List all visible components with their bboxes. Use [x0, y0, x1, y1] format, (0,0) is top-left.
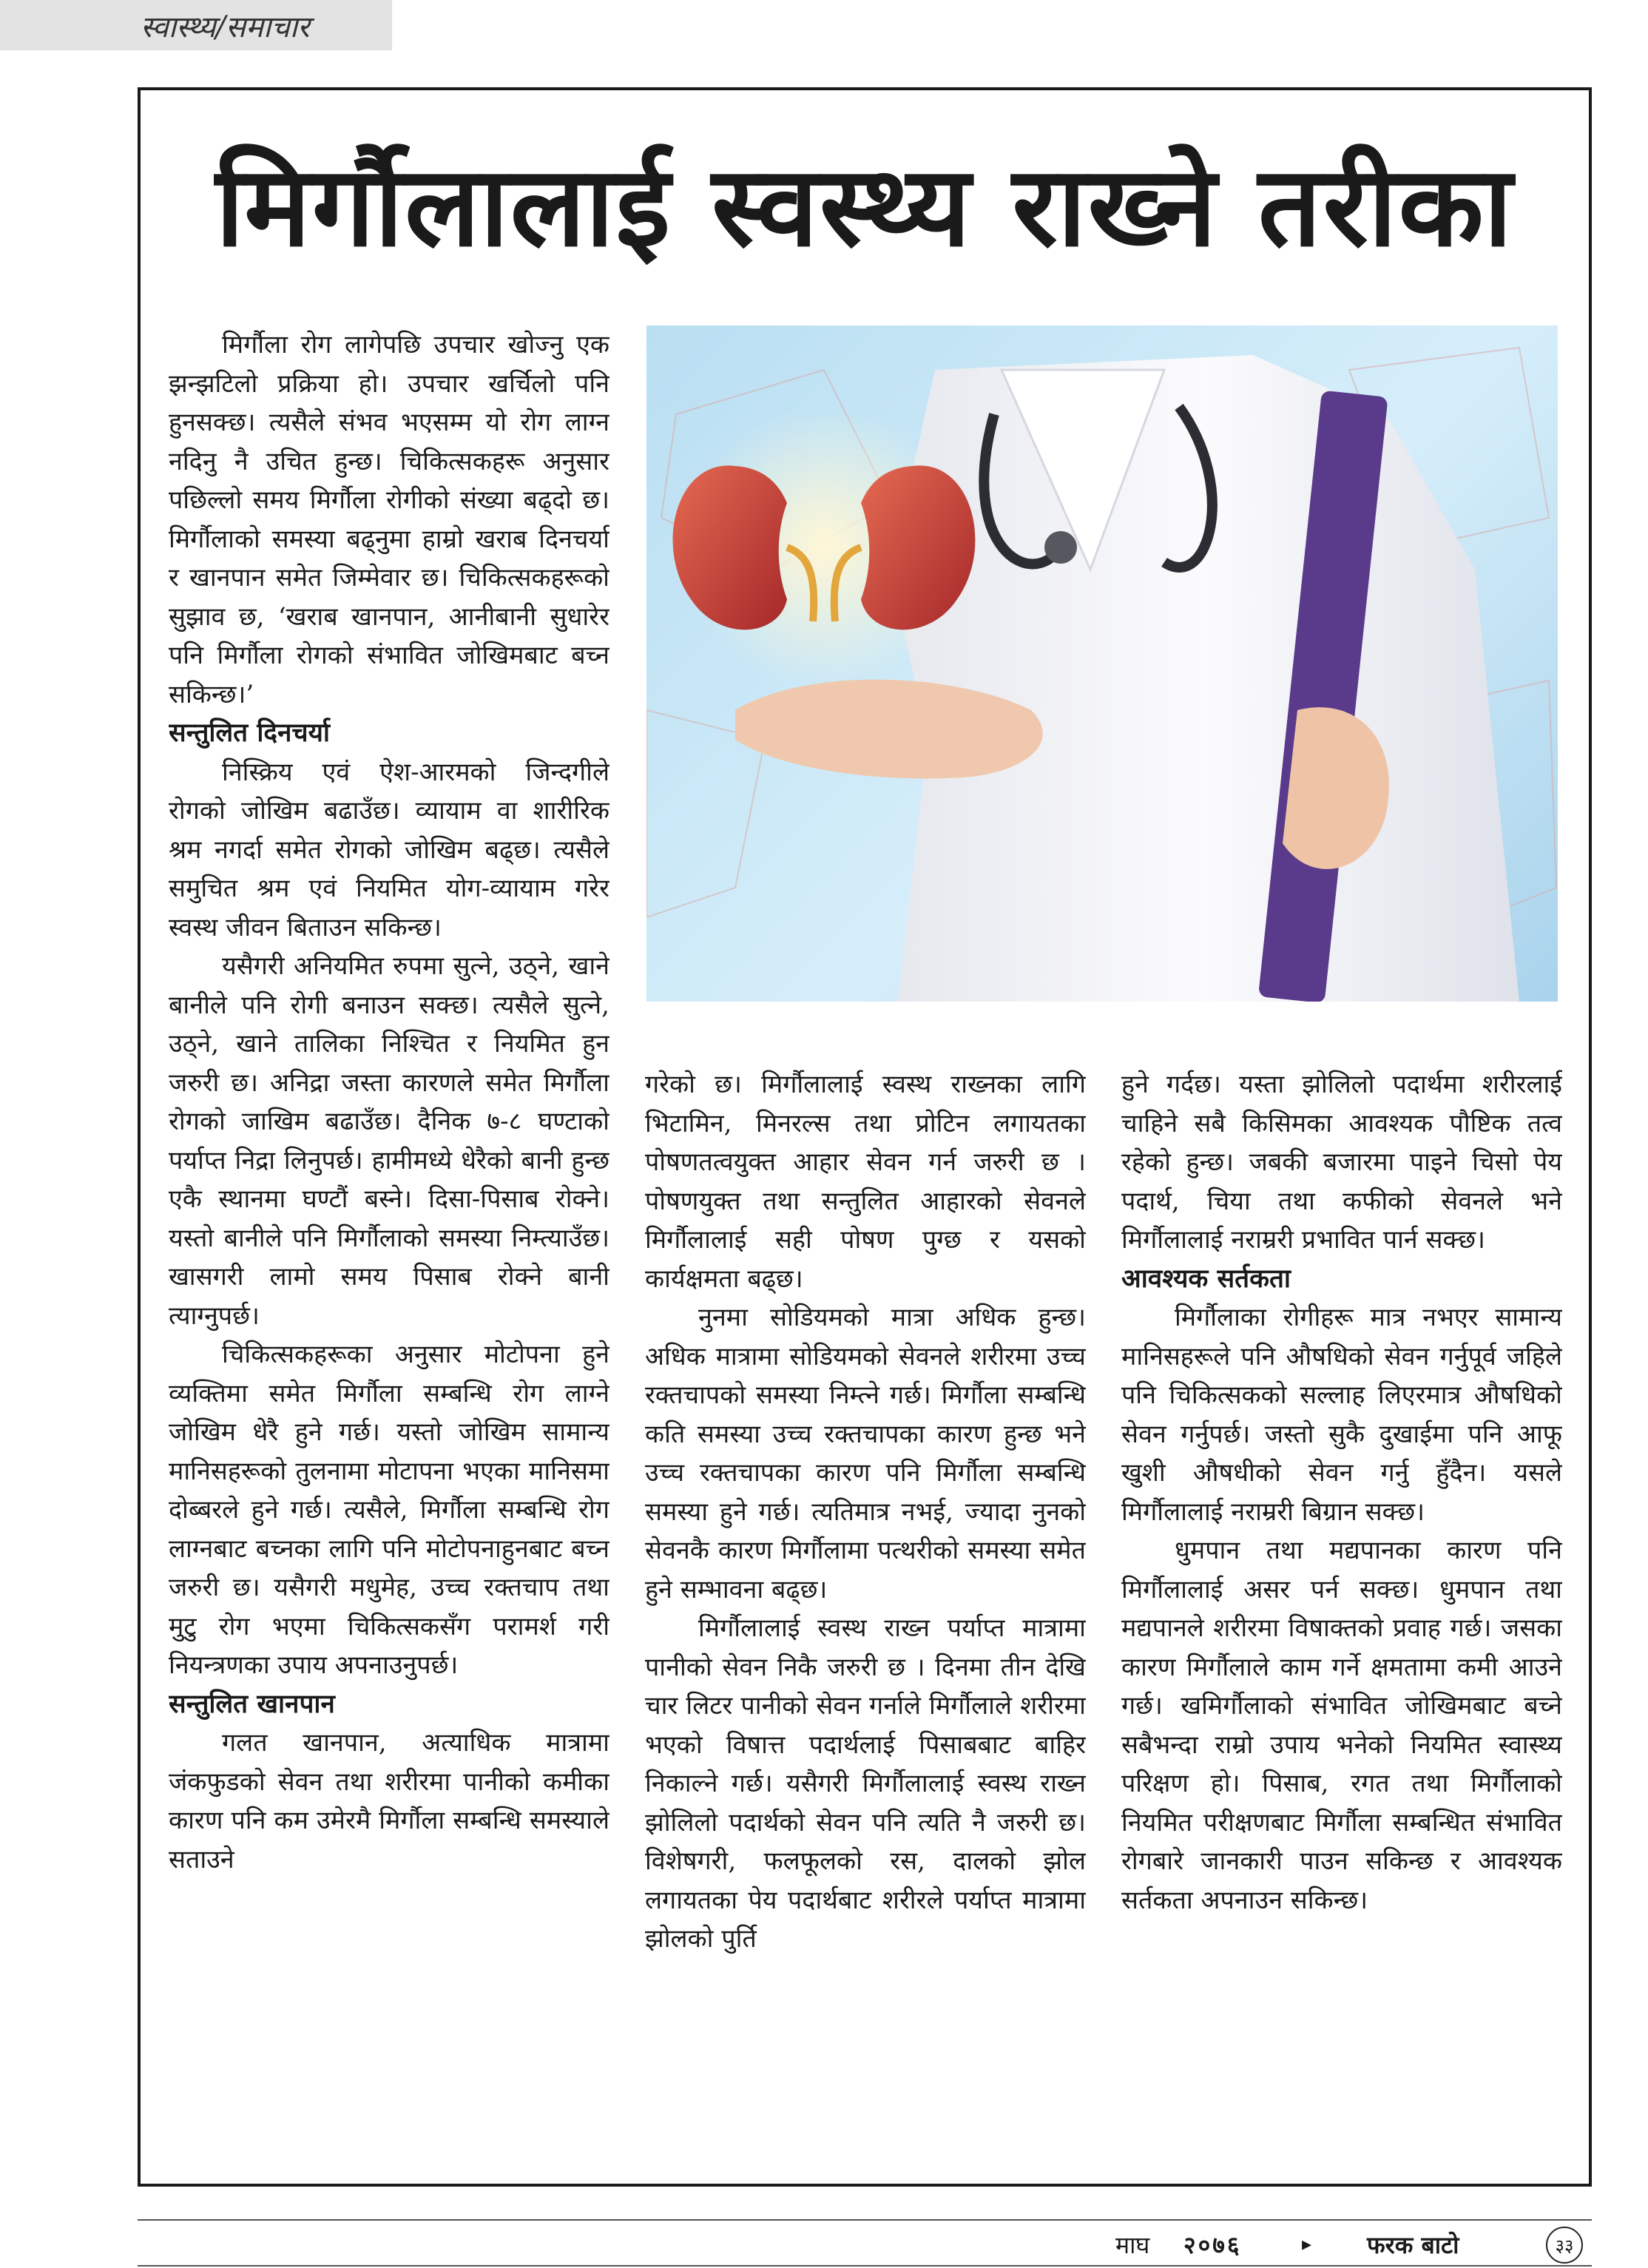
paragraph: गरेको छ। मिर्गौलालाई स्वस्थ राख्नका लागि भिटामिन, मिनरल्स तथा प्रोटिन लगायतका पोषणतत्वयुक्त आहार सेवन गर्न जरुरी छ । पोषणयुक्त तथा सन्तुलित आहारको सेवनले मिर्गौलालाई सही पोषण पुग्छ र यसको कार्यक्षमता बढ्छ।	[645, 1070, 1086, 1294]
arrow-icon: ▸	[1302, 2233, 1312, 2255]
article-column-1	[169, 325, 609, 2138]
article-column-3	[1121, 1065, 1562, 2138]
paragraph: धुमपान तथा मद्यपानका कारण पनि मिर्गौलालाई असर पर्न सक्छ। धुमपान तथा मद्यपानले शरीरमा विषाक्तको प्रवाह गर्छ। जसका कारण मिर्गौलाले काम गर्ने क्षमतामा कमी आउने गर्छ। खमिर्गौलाको संभावित जोखिमबाट बच्ने सबैभन्दा राम्रो उपाय भनेको नियमित स्वास्थ्य परिक्षण हो। पिसाब, रगत तथा मिर्गौलाको नियमित परीक्षणबाट मिर्गौला सम्बन्धित संभावित रोगबारे जानकारी पाउन सकिन्छ र आवश्यक सर्तकता अपनाउन सकिन्छ।	[1121, 1536, 1562, 1915]
subheading: सन्तुलित खानपान	[169, 1689, 335, 1719]
paragraph: मिर्गौलालाई स्वस्थ राख्न पर्याप्त मात्रामा पानीको सेवन निकै जरुरी छ । दिनमा तीन देखि चार लिटर पानीको सेवन गर्नाले मिर्गौलाले शरीरमा भएको विषात्त पदार्थलाई पिसाबबाट बाहिर निकाल्ने गर्छ। यसैगरी मिर्गौलालाई स्वस्थ राख्न झोलिलो पदार्थको सेवन पनि त्यति नै जरुरी छ। विशेषगरी, फलफूलको रस, दालको झोल लगायतका पेय पदार्थबाट शरीरले पर्याप्त मात्रामा झोलको पुर्ति	[645, 1613, 1086, 1954]
paragraph: हुने गर्दछ। यस्ता झोलिलो पदार्थमा शरीरलाई चाहिने सबै किसिमका आवश्यक पौष्टिक तत्व रहेको हुन्छ। जबकी बजारमा पाइने चिसो पेय पदार्थ, चिया तथा कफीको सेवनले भने मिर्गौलालाई नराम्ररी प्रभावित पार्न सक्छ।	[1121, 1070, 1562, 1255]
section-tag: स्वास्थ्य/समाचार	[0, 0, 392, 50]
footer-publication: फरक बाटो	[1367, 2230, 1459, 2259]
article-column-2	[645, 1065, 1086, 2138]
left-kidney-shape	[673, 465, 787, 630]
subheading: सन्तुलित दिनचर्या	[169, 718, 330, 748]
paragraph: चिकित्सकहरूका अनुसार मोटोपना हुने व्यक्तिमा समेत मिर्गौला सम्बन्धि रोग लाग्ने जोखिम धेरै हुने गर्छ। यस्तो जोखिम सामान्य मानिसहरूको तुलनामा मोटापना भएका मानिसमा दोब्बरले हुने गर्छ। त्यसैले, मिर्गौला सम्बन्धि रोग लाग्नबाट बच्नका लागि पनि मोटोपनाहुनबाट बच्न जरुरी छ। यसैगरी मधुमेह, उच्च रक्तचाप तथा मुटु रोग भएमा चिकित्सकसँग परामर्श गरी नियन्त्रणका उपाय अपनाउनुपर्छ।	[169, 1340, 609, 1680]
paragraph: नुनमा सोडियमको मात्रा अधिक हुन्छ। अधिक मात्रामा सोडियमको सेवनले शरीरमा उच्च रक्तचापको समस्या निम्त्ने गर्छ। मिर्गौला सम्बन्धि कति समस्या उच्च रक्तचापका कारण हुन्छ भने उच्च रक्तचापका कारण पनि मिर्गौला सम्बन्धि समस्या हुने गर्छ। त्यतिमात्र नभई, ज्यादा नुनको सेवनकै कारण मिर्गौलामा पत्थरीको समस्या समेत हुने सम्भावना बढ्छ।	[645, 1303, 1086, 1604]
footer-month: माघ	[1115, 2230, 1150, 2259]
footer-rule-top	[138, 2219, 1592, 2221]
article-headline: मिर्गौलालाई स्वस्थ्य राख्ने तरीका	[215, 143, 1514, 271]
page-number: ३३	[1546, 2227, 1583, 2264]
photo-illustration	[646, 325, 1558, 1002]
paragraph: मिर्गौला रोग लागेपछि उपचार खोज्नु एक झन्झटिलो प्रक्रिया हो। उपचार खर्चिलो पनि हुनसक्छ। त्यसैले संभव भएसम्म यो रोग लाग्न नदिनु नै उचित हुन्छ। चिकित्सकहरू अनुसार पछिल्लो समय मिर्गौला रोगीको संख्या बढ्दो छ। मिर्गौलाको समस्या बढ्नुमा हाम्रो खराब दिनचर्या र खानपान समेत जिम्मेवार छ। चिकित्सकहरूको सुझाव छ, ‘खराब खानपान, आनीबानी सुधारेर पनि मिर्गौला रोगको संभावित जोखिमबाट बच्न सकिन्छ।’	[169, 330, 609, 709]
doctor-kidney-photo	[646, 325, 1558, 1002]
subheading: आवश्यक सर्तकता	[1121, 1263, 1291, 1294]
paragraph: निस्क्रिय एवं ऐश-आरमको जिन्दगीले रोगको जोखिम बढाउँछ। व्यायाम वा शारीरिक श्रम नगर्दा समेत रोगको जोखिम बढ्छ। त्यसैले समुचित श्रम एवं नियमित योग-व्यायाम गरेर स्वस्थ जीवन बिताउन सकिन्छ।	[169, 757, 609, 942]
paragraph: गलत खानपान, अत्याधिक मात्रामा जंकफुडको सेवन तथा शरीरमा पानीको कमीका कारण पनि कम उमेरमै मिर्गौला सम्बन्धि समस्याले सताउने	[169, 1728, 609, 1874]
paragraph: मिर्गौलाका रोगीहरू मात्र नभएर सामान्य मानिसहरूले पनि औषधिको सेवन गर्नुपूर्व जहिले पनि चिकित्सकको सल्लाह लिएरमात्र औषधिको सेवन गर्नुपर्छ। जस्तो सुकै दुखाईमा पनि आफू खुशी औषधीको सेवन गर्नु हुँदैन। यसले मिर्गौलालाई नराम्ररी बिग्रान सक्छ।	[1121, 1303, 1562, 1527]
footer-year: २०७६	[1183, 2230, 1242, 2259]
paragraph: यसैगरी अनियमित रुपमा सुत्ने, उठ्ने, खाने बानीले पनि रोगी बनाउन सक्छ। त्यसैले सुत्ने, उठ्ने, खाने तालिका निश्चित र नियमित हुन जरुरी छ। अनिद्रा जस्ता कारणले समेत मिर्गौला रोगको जाखिम बढाउँछ। दैनिक ७-८ घण्टाको पर्याप्त निद्रा लिनुपर्छ। हामीमध्ये धेरैको बानी हुन्छ एकै स्थानमा घण्टौं बस्ने। दिसा-पिसाब रोक्ने। यस्तो बानीले पनि मिर्गौलाको समस्या निम्त्याउँछ। खासगरी लामो समय पिसाब रोक्ने बानी त्याग्नुपर्छ।	[169, 951, 609, 1331]
footer-rule-bottom	[138, 2265, 1592, 2267]
